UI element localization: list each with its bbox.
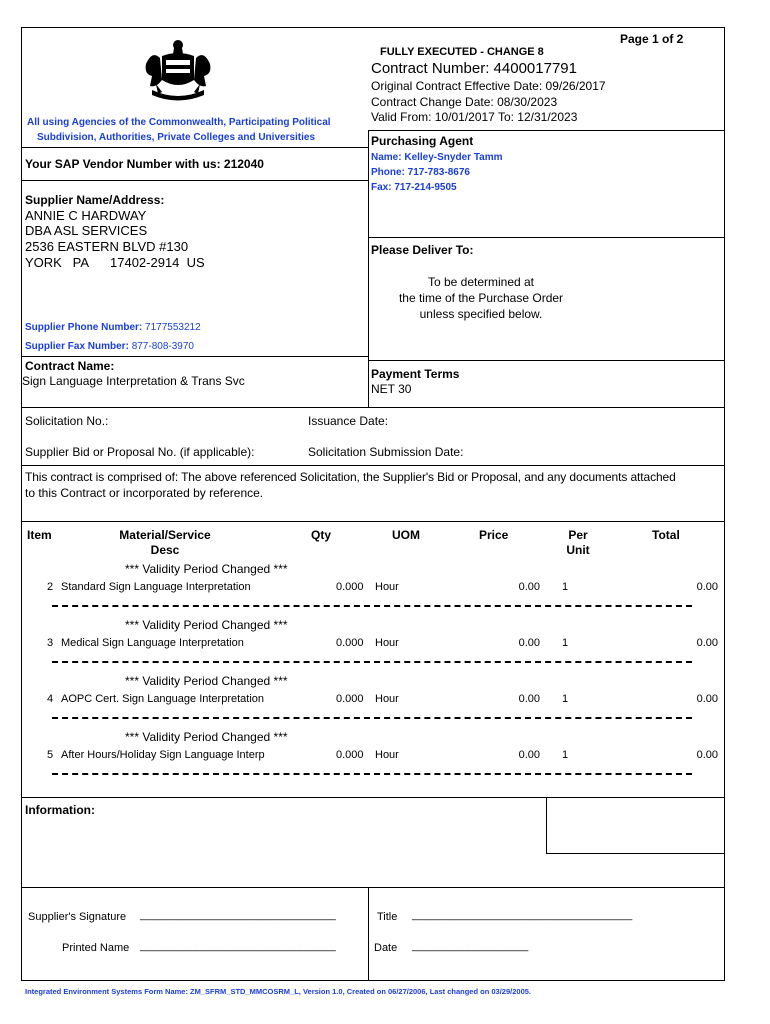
contract-number: Contract Number: 4400017791 [371,60,577,77]
col-desc-line: Material/Service [119,528,211,542]
upper-divider [368,130,369,407]
item-uom: Hour [375,581,399,593]
supplier-fax [25,341,194,352]
supplier-title: Supplier Name/Address: [25,193,165,207]
row-separator [52,661,692,663]
supplier-signature-label: Supplier's Signature [28,911,127,923]
item-uom: Hour [375,693,399,705]
agencies-line-2: Subdivision, Authorities, Private Colleges and Universities [37,132,316,143]
item-qty: 0.000 [336,581,364,593]
agencies-line-1: All using Agencies of the Commonwealth, Participating Political [27,117,331,128]
rule-table-header [21,521,725,522]
item-price: 0.00 [518,581,540,593]
col-per-line: Unit [566,543,590,557]
title-label: Title [377,911,398,923]
contract-name-value: Sign Language Interpretation & Trans Svc [22,374,245,388]
payment-terms-value: NET 30 [371,382,412,396]
info-divider [546,797,547,853]
date-label: Date [374,942,398,954]
rule-left-1 [21,147,368,148]
validity-note: *** Validity Period Changed *** [125,618,288,632]
deliver-line: unless specified below. [419,307,543,321]
col-price: Price [479,528,509,542]
item-qty: 0.000 [336,749,364,761]
item-per-unit: 1 [562,693,569,705]
comprised-line-2: to this Contract or incorporated by reference. [25,486,264,500]
item-total: 0.00 [696,749,718,761]
form-footer: Integrated Environment Systems Form Name: ZM_SFRM_STD_MMCOSRM_L, Version 1.0, Created on 06/27/2006, Last changed on 03/29/2005. [25,987,531,996]
agent-fax: Fax: 717-214-9505 [371,182,457,193]
rule-left-2 [21,180,368,181]
page-number: Page 1 of 2 [620,32,684,46]
row-separator [52,605,692,607]
supplier-fax-label: Supplier Fax Number: [25,341,129,352]
item-total: 0.00 [696,693,718,705]
agent-phone: Phone: 717-783-8676 [371,167,470,178]
item-total: 0.00 [696,581,718,593]
printed-name-line[interactable]: ________________________________ [140,940,336,952]
validity-note: *** Validity Period Changed *** [125,674,288,688]
item-per-unit: 1 [562,637,569,649]
rule-left-3 [21,356,368,357]
item-total: 0.00 [696,637,718,649]
validity-note: *** Validity Period Changed *** [125,562,288,576]
col-per-line: Per [568,528,588,542]
supplier-address-line: YORK PA 17402-2914 US [25,255,205,270]
agent-name: Name: Kelley-Snyder Tamm [371,152,503,163]
supplier-address-line: DBA ASL SERVICES [25,223,148,238]
rule-right-3 [368,360,725,361]
row-separator [52,717,692,719]
issuance-date: Issuance Date: [308,414,389,428]
solicitation-no: Solicitation No.: [25,414,109,428]
contract-status: FULLY EXECUTED - CHANGE 8 [380,46,544,58]
item-per-unit: 1 [562,581,569,593]
rule-comprised [21,465,725,466]
rule-right-1 [368,130,725,131]
col-material-desc [110,528,220,558]
col-item: Item [27,528,52,542]
item-number: 2 [47,581,54,593]
item-per-unit: 1 [562,749,569,761]
comprised-line-1: This contract is comprised of: The above referenced Solicitation, the Supplier's Bid or Proposal, and any documents attached [25,470,676,484]
signature-divider [368,887,369,981]
item-qty: 0.000 [336,693,364,705]
item-number: 3 [47,637,54,649]
info-inner-rule [546,853,725,854]
deliver-line: the time of the Purchase Order [398,291,564,305]
printed-name-label: Printed Name [62,942,130,954]
item-qty: 0.000 [336,637,364,649]
col-uom: UOM [392,528,420,542]
supplier-phone-value: 7177553212 [145,322,201,333]
col-total: Total [652,528,680,542]
item-uom: Hour [375,749,399,761]
payment-terms-title: Payment Terms [371,367,460,381]
item-description: Medical Sign Language Interpretation [61,637,244,649]
deliver-to-text [370,274,592,322]
deliver-line: To be determined at [427,275,535,289]
rule-right-2 [368,237,725,238]
rule-information [21,797,725,798]
date-line[interactable]: ___________________ [412,940,529,952]
item-price: 0.00 [518,637,540,649]
supplier-signature-line[interactable]: ________________________________ [140,909,336,921]
supplier-phone-label: Supplier Phone Number: [25,322,143,333]
col-desc-line: Desc [150,543,180,557]
item-description: After Hours/Holiday Sign Language Interp [61,749,265,761]
col-per-unit [558,528,598,558]
sap-vendor-number: Your SAP Vendor Number with us: 212040 [25,157,264,171]
supplier-fax-value: 877-808-3970 [131,341,194,352]
item-uom: Hour [375,637,399,649]
purchasing-agent-title: Purchasing Agent [371,134,474,148]
original-effective-date: Original Contract Effective Date: 09/26/2017 [371,79,606,93]
col-qty: Qty [311,528,332,542]
title-line[interactable]: ____________________________________ [412,909,633,921]
item-description: Standard Sign Language Interpretation [61,581,251,593]
item-number: 4 [47,693,54,705]
submission-date: Solicitation Submission Date: [308,445,464,459]
contract-change-date: Contract Change Date: 08/30/2023 [371,95,558,109]
validity-note: *** Validity Period Changed *** [125,730,288,744]
item-number: 5 [47,749,54,761]
supplier-bid-no: Supplier Bid or Proposal No. (if applicable): [25,445,255,459]
supplier-address-line: ANNIE C HARDWAY [25,208,147,223]
item-price: 0.00 [518,749,540,761]
deliver-to-title: Please Deliver To: [371,243,474,257]
rule-solicitation [21,407,725,408]
supplier-address-line: 2536 EASTERN BLVD #130 [25,239,189,254]
information-title: Information: [25,803,95,817]
row-separator [52,773,692,775]
rule-signature [21,887,725,888]
valid-period: Valid From: 10/01/2017 To: 12/31/2023 [371,110,578,124]
commonwealth-seal-icon [138,36,218,102]
item-price: 0.00 [518,693,540,705]
contract-name-title: Contract Name: [25,359,115,373]
supplier-phone [25,322,201,333]
item-description: AOPC Cert. Sign Language Interpretation [61,693,265,705]
